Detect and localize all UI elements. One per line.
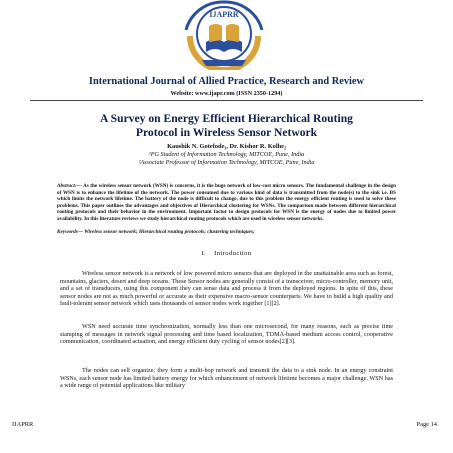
section-number: I. bbox=[201, 250, 207, 257]
logo-emblem-icon bbox=[176, 0, 272, 70]
section-title: Introduction bbox=[214, 250, 252, 257]
journal-website: Website: www.ijapr.com (ISSN 2350-1294) bbox=[170, 90, 283, 97]
footer-page-number: Page 14 bbox=[416, 421, 437, 428]
header-divider bbox=[30, 100, 423, 101]
abstract-body: As the wireless sensor network (WSN) is concerns, it is the huge network of low-cost micro sensors. The fundamental challenge in the design of WSN is to enhance the lifetime of the network. The power consumed due to various kind of data is transmitted from the node(s) to the sink i.e. BS which limits the network lifetime. The battery of the node is difficult to change, due to this problem the energy efficient routing is used to solve these problems. This paper outlines the advantages and objectives of Hierarchical clustering for WSNs. The comparison made between different hierarchical routing protocols and their behavior in the environment. Important factor to design protocols for WSN is the energy of nodes due to limited power availability. In this literature reviews we study hierarchical routing protocols which are used in wireless sensor networks. bbox=[57, 183, 396, 222]
abstract bbox=[57, 183, 396, 223]
paper-title-line2: Protocol in Wireless Sensor Network bbox=[135, 126, 318, 139]
paper-title bbox=[40, 112, 413, 140]
footer-journal: IJAPRR bbox=[12, 421, 34, 428]
intro-paragraph-1: Wireless sensor network is a network of low powered micro sensors that are deployed in the unattainable area such as forest, mountains, glaciers, desert and deep oceans. These Sensor nodes are generally consist of a transceiver, micro-controller, memory unit, and a set of transducers, using this component they can sense data and process it from the deployed regions. In spite of this, these sensor nodes are not as much powerful or accurate as their expensive macro-sensor counterparts. We have to build a high quality and fault-tolerant sensor network which uses thousands of sensor nodes work together [1][2]. bbox=[60, 270, 393, 308]
abstract-lead: Abstract:— bbox=[57, 183, 82, 189]
intro-paragraph-3: The nodes can self organize; they form a multi-hop network and transmit the data to a sink node. In an energy constraint WSNs, each sensor node has limited battery energy for which enhancement of network lifetime becomes a major challenge. WSN has a wide range of potential applications like military bbox=[60, 367, 393, 390]
intro-paragraph-2: WSN need accurate time synchronization, normally less than one microsecond, for many reasons, such as precise time stamping of messages in network signal processing and time based localization, TDMA-based medium access control, cooperative communication, coordinated actuation, and energy efficient duty cycling of sensor nodes[2][3]. bbox=[60, 323, 393, 346]
keywords: Keywords— Wireless sensor network; Hierarchical routing protocols; clustering techniques; bbox=[57, 229, 255, 235]
logo-text: IJAPRR bbox=[209, 10, 239, 19]
paper-authors: Kaushik N. Gotefode₁, Dr. Kishor R. Kolhe₂ bbox=[167, 143, 286, 150]
section-heading bbox=[0, 250, 453, 257]
journal-logo bbox=[176, 0, 272, 70]
affiliation-2: ²Associate Professor of Information Technology, MITCOE, Pune, India bbox=[138, 159, 315, 166]
journal-title: International Journal of Allied Practice, Research and Review bbox=[88, 76, 365, 87]
affiliation-1: ¹PG Student of Information Technology, MITCOE, Pune, India bbox=[148, 151, 305, 158]
paper-title-line1: A Survey on Energy Efficient Hierarchical Routing bbox=[100, 112, 353, 125]
